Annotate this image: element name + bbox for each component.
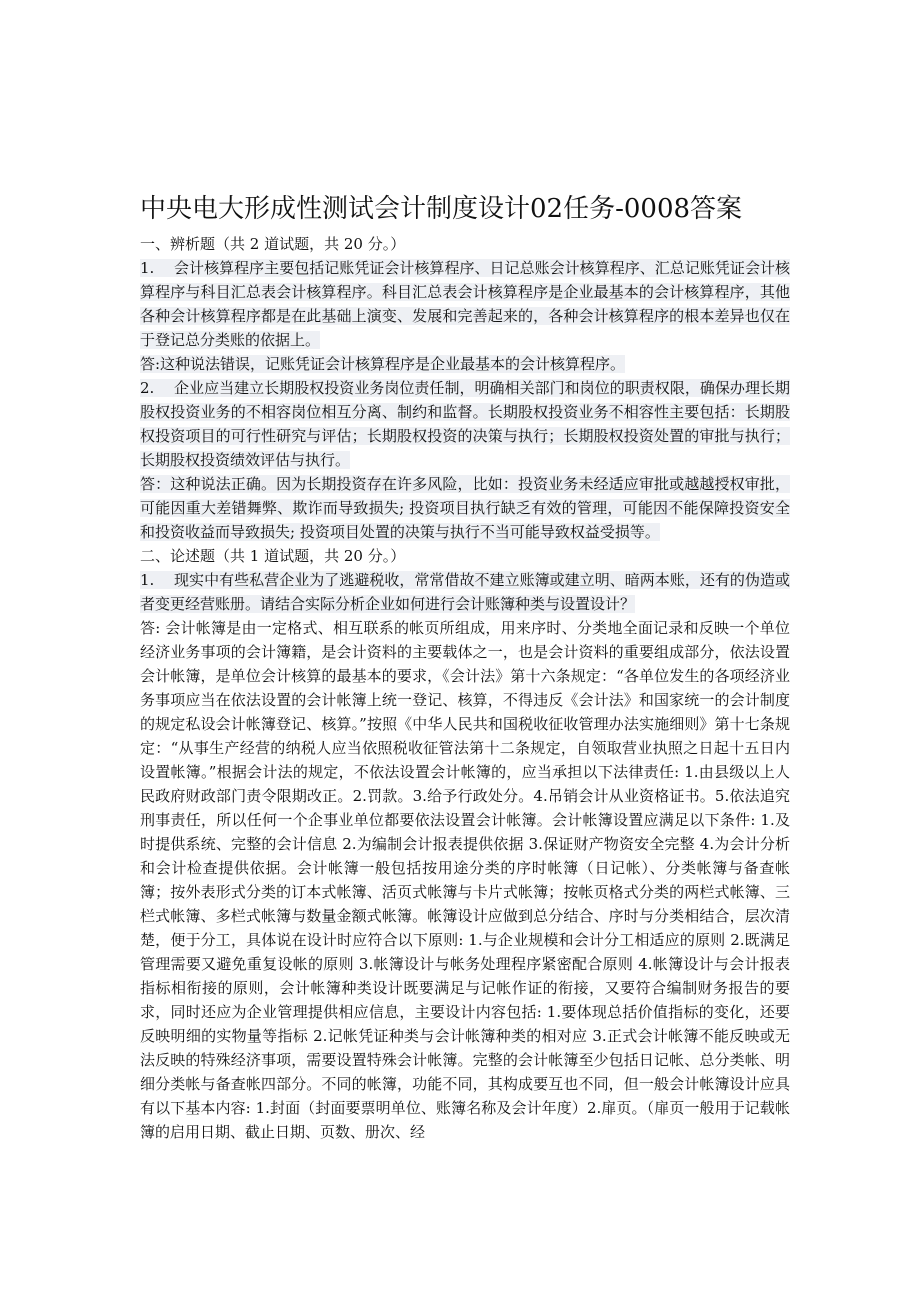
question-2-number: 2. <box>140 379 155 397</box>
question-2 <box>140 376 790 472</box>
answer-2-text: 答：这种说法正确。因为长期投资存在许多风险，比如：投资业务未经适应审批或越越授权审批，可能因重大差错舞弊、欺诈而导致损失; 投资项目执行缺乏有效的管理，可能因不能保障投资安全和投资收益而导致损失; 投资项目处置的决策与执行不当可能导致权益受损等。 <box>140 475 790 541</box>
section-heading-1: 一、辨析题（共 2 道试题，共 20 分。） <box>140 235 406 253</box>
answer-1-text: 答:这种说法错误，记账凭证会计核算程序是企业最基本的会计核算程序。 <box>140 355 626 373</box>
answer-3-text: 答: 会计帐簿是由一定格式、相互联系的帐页所组成，用来序时、分类地全面记录和反映一个单位经济业务事项的会计簿籍，是会计资料的主要载体之一，也是会计资料的重要组成部分，依法设置会计帐簿，是单位会计核算的最基本的要求，《会计法》第十六条规定：“各单位发生的各项经济业务事项应当在依法设置的会计帐簿上统一登记、核算，不得违反《会计法》和国家统一的会计制度的规定私设会计帐簿登记、核算。”按照《中华人民共和国税收征收管理办法实施细则》第十七条规定：“从事生产经营的纳税人应当依照税收征管法第十二条规定，自领取营业执照之日起十五日内设置帐簿。”根据会计法的规定，不依法设置会计帐簿的，应当承担以下法律责任: 1.由县级以上人民政府财政部门责令限期改正。2.罚款。3.给予行政处分。4.吊销会计从业资格证书。5.依法追究刑事责任，所以任何一个企事业单位都要依法设置会计帐簿。会计帐簿设置应满足以下条件: 1.及时提供系统、完整的会计信息 2.为编制会计报表提供依据 3.保证财产物资安全完整 4.为会计分析和会计检查提供依据。会计帐簿一般包括按用途分类的序时帐簿（日记帐）、分类帐簿与备查帐簿；按外表形式分类的订本式帐簿、活页式帐簿与卡片式帐簿；按帐页格式分类的两栏式帐簿、三栏式帐簿、多栏式帐簿与数量金额式帐簿。帐簿设计应做到总分结合、序时与分类相结合，层次清楚，便于分工，具体说在设计时应符合以下原则: 1.与企业规模和会计分工相适应的原则 2.既满足管理需要又避免重复设帐的原则 3.帐簿设计与帐务处理程序紧密配合原则 4.帐簿设计与会计报表指标相衔接的原则，会计帐簿种类设计既要满足与记帐作证的衔接，又要符合编制财务报告的要求，同时还应为企业管理提供相应信息，主要设计内容包括: 1.要体现总括价值指标的变化，还要反映明细的实物量等指标 2.记帐凭证种类与会计帐簿种类的相对应 3.正式会计帐簿不能反映或无法反映的特殊经济事项，需要设置特殊会计帐簿。完整的会计帐簿至少包括日记帐、总分类帐、明细分类帐与备查帐四部分。不同的帐簿，功能不同，其构成要互也不同，但一般会计帐簿设计应具有以下基本内容: 1.封面（封面要票明单位、账簿名称及会计年度）2.扉页。（扉页一般用于记载帐簿的启用日期、截止日期、页数、册次、经 <box>140 619 790 1141</box>
document-title: 中央电大形成性测试会计制度设计02任务-0008答案 <box>140 194 743 224</box>
answer-2 <box>140 472 790 544</box>
question-3-number: 1. <box>140 571 155 589</box>
question-3-text: 现实中有些私营企业为了逃避税收，常常借故不建立账簿或建立明、暗两本账，还有的伪造或者变更经营账册。请结合实际分析企业如何进行会计账簿种类与设置设计？ <box>140 571 790 613</box>
document-page <box>140 190 790 1144</box>
question-1-text: 会计核算程序主要包括记账凭证会计核算程序、日记总账会计核算程序、汇总记账凭证会计核算程序与科目汇总表会计核算程序。科目汇总表会计核算程序是企业最基本的会计核算程序，其他各种会计核算程序都是在此基础上演变、发展和完善起来的，各种会计核算程序的根本差异也仅在于登记总分类账的依据上。 <box>140 259 790 349</box>
question-1 <box>140 256 790 352</box>
answer-3 <box>140 616 790 1144</box>
question-3-highlight <box>140 571 790 613</box>
question-2-highlight <box>140 379 790 469</box>
section-heading-2: 二、论述题（共 1 道试题，共 20 分。） <box>140 547 406 565</box>
answer-1 <box>140 352 790 376</box>
question-2-text: 企业应当建立长期股权投资业务岗位责任制，明确相关部门和岗位的职责权限，确保办理长期股权投资业务的不相容岗位相互分离、制约和监督。长期股权投资业务不相容性主要包括：长期股权投资项目的可行性研究与评估；长期股权投资的决策与执行；长期股权投资处置的审批与执行；长期股权投资绩效评估与执行。 <box>140 379 790 469</box>
question-1-number: 1. <box>140 259 155 277</box>
question-1-highlight <box>140 259 790 349</box>
question-3 <box>140 568 790 616</box>
